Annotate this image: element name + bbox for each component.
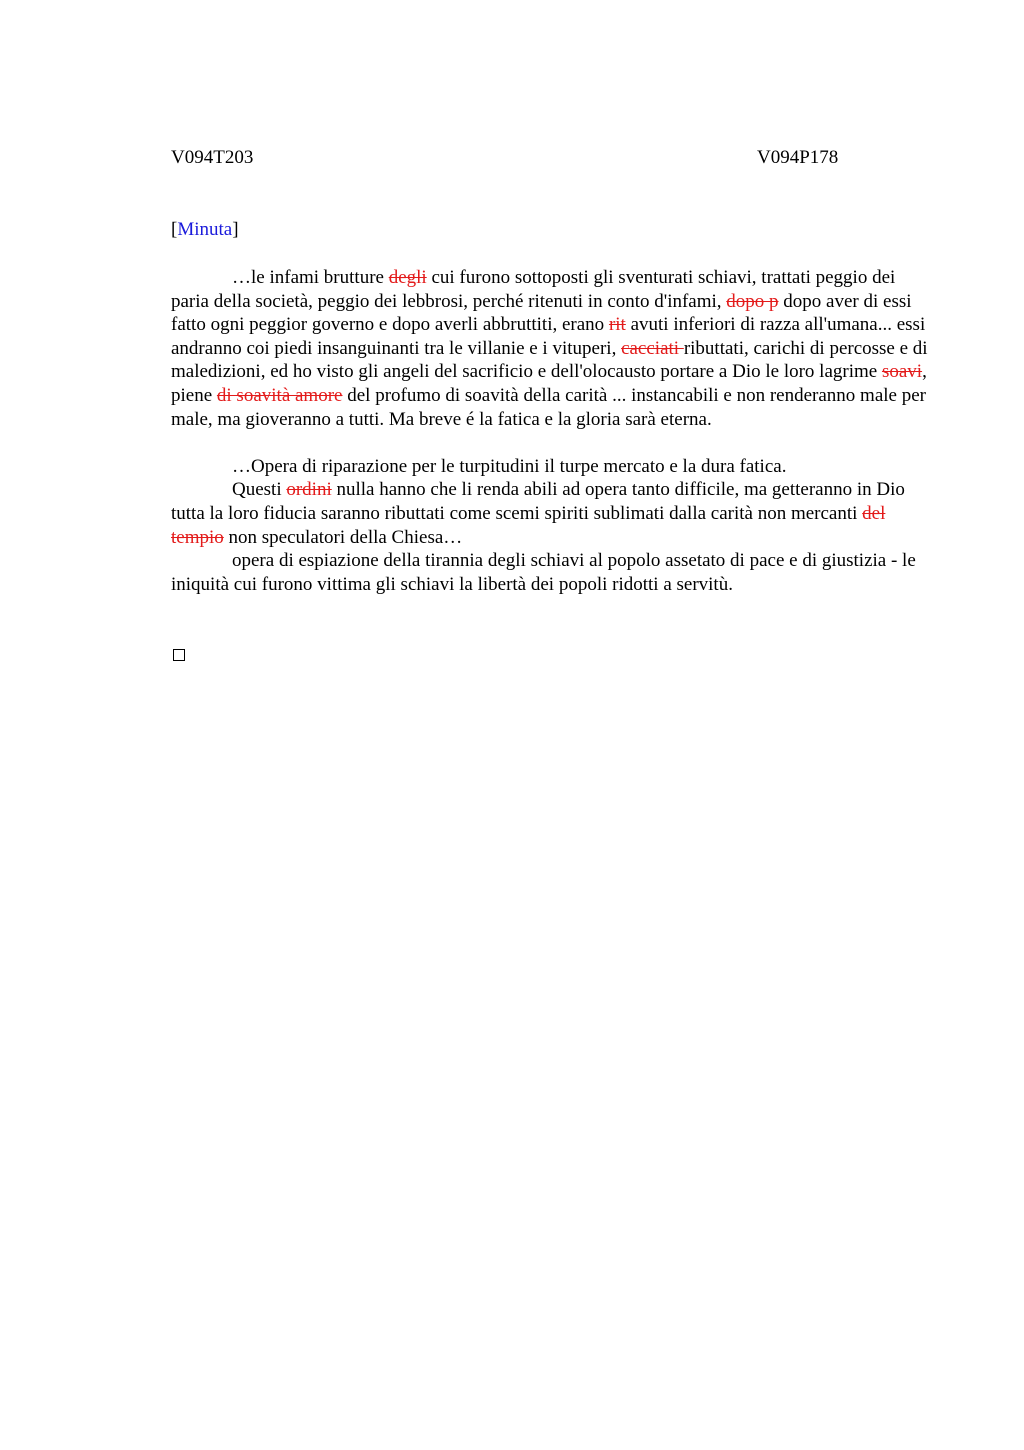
paragraph-4	[171, 549, 931, 596]
empty-square-icon	[173, 649, 185, 661]
deleted-text: ordini	[286, 479, 332, 501]
paragraph-1	[171, 266, 931, 431]
text-segment: non speculatori della Chiesa…	[223, 526, 463, 548]
document-code-right: V094P178	[757, 147, 839, 168]
text-segment: …Opera di riparazione per le turpitudini il turpe mercato e la dura fatica.	[232, 455, 787, 477]
close-bracket: ]	[232, 219, 239, 240]
deleted-text: soavi	[881, 361, 923, 383]
text-segment: cui furono sottoposti gli sventurati schiavi, trattati peggio dei paria della società, peggio dei lebbrosi, perché ritenuti in conto d'infami,	[171, 267, 896, 312]
text-segment: dopo aver di essi fatto ogni peggior governo e dopo averli abbruttiti, erano	[171, 290, 912, 336]
deleted-text: degli	[388, 267, 427, 288]
text-segment: …le infami brutture	[232, 267, 389, 288]
paragraph-2	[171, 455, 931, 479]
section-label	[171, 218, 239, 242]
open-bracket: [	[171, 219, 178, 240]
text-segment: del profumo di soavità della carità ... instancabili e non renderanno male per male, ma gioveranno a tutti. Ma breve é la fatica e la gloria sarà eterna.	[171, 384, 926, 430]
document-code-left: V094T203	[171, 147, 254, 168]
deleted-text: rit	[608, 314, 626, 336]
document-header	[171, 146, 931, 170]
text-segment: Questi	[232, 479, 287, 501]
text-segment: opera di espiazione della tirannia degli schiavi al popolo assetato di pace e di giustizia - le iniquità cui furono vittima gli schiavi la libertà dei popoli ridotti a servitù.	[171, 550, 916, 595]
text-segment: avuti inferiori di razza all'umana... essi andranno coi piedi insanguinanti tra le villanie e i vituperi,	[171, 314, 926, 359]
deleted-text: di soavità amore	[216, 384, 343, 406]
deleted-text: dopo p	[726, 290, 779, 312]
minuta-link[interactable]: Minuta	[177, 219, 233, 240]
deleted-text: del tempio	[171, 502, 886, 548]
paragraph-3	[171, 478, 931, 549]
document-body	[171, 266, 931, 596]
text-segment: , piene	[171, 361, 927, 406]
text-segment: nulla hanno che li renda abili ad opera tanto difficile, ma getteranno in Dio tutta la loro fiducia saranno ributtati come scemi spiriti sublimati dalla carità non mercanti	[171, 479, 905, 524]
deleted-text: cacciati	[621, 337, 684, 359]
text-segment: ributtati, carichi di percosse e di maledizioni, ed ho visto gli angeli del sacrificio e dell'olocausto portare a Dio le loro lagrime	[171, 337, 928, 383]
